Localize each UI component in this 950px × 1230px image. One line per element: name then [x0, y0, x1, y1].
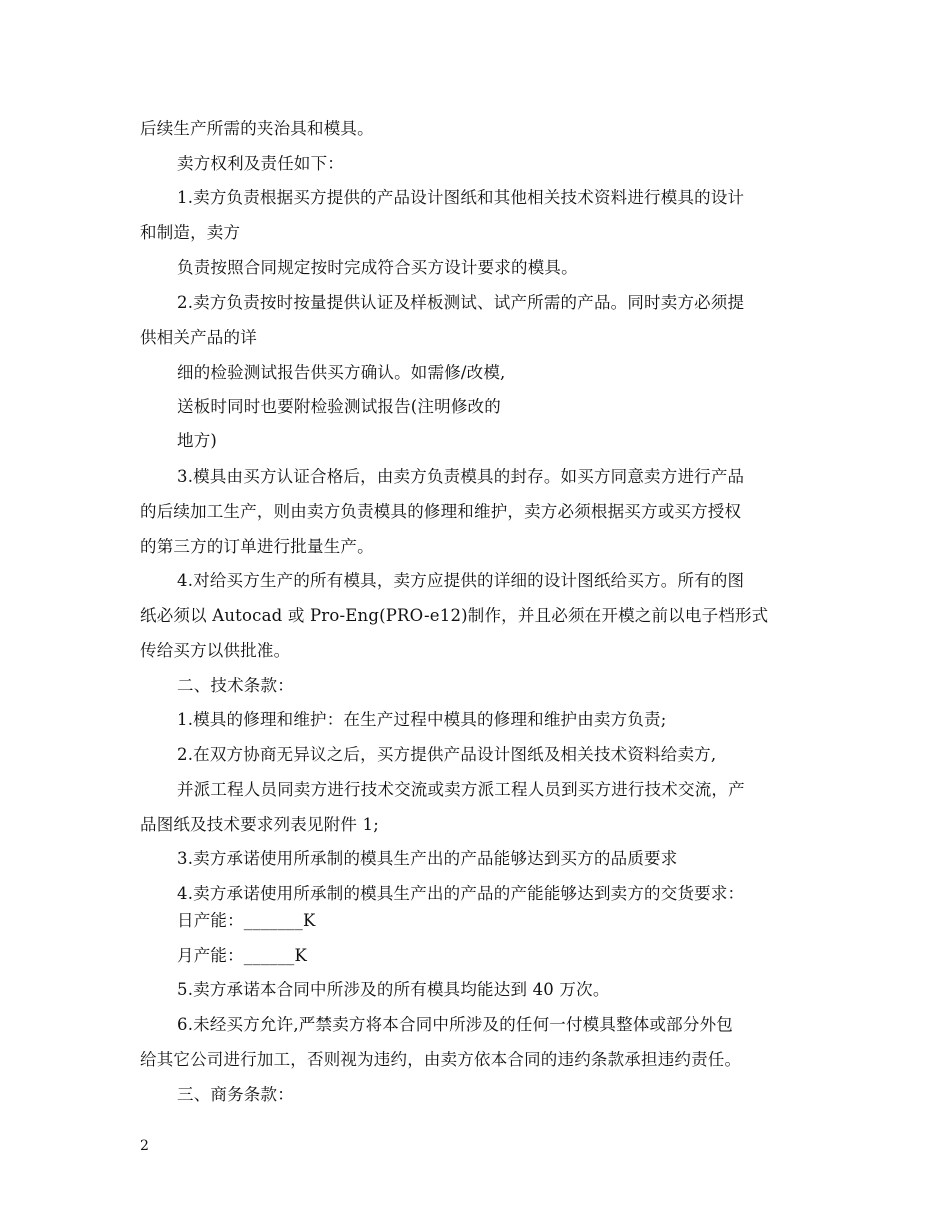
text-line: 给其它公司进行加工，否则视为违约，由卖方依本合同的违约条款承担违约责任。	[140, 1050, 742, 1069]
text-line: 的第三方的订单进行批量生产。	[140, 537, 374, 556]
text-line: 的后续加工生产，则由卖方负责模具的修理和维护，卖方必须根据买方或买方授权	[140, 502, 742, 521]
text-line: 6.未经买方允许,严禁卖方将本合同中所涉及的任何一付模具整体或部分外包	[177, 1015, 733, 1034]
text-line: 纸必须以 Autocad 或 Pro-Eng(PRO-e12)制作，并且必须在开模之前以电子档形式	[140, 606, 769, 625]
text-line: 三、商务条款：	[177, 1085, 294, 1104]
text-line: 日产能：_______K	[177, 911, 316, 930]
text-line: 二、技术条款：	[177, 676, 294, 695]
text-line: 3.模具由买方认证合格后，由卖方负责模具的封存。如买方同意卖方进行产品	[177, 467, 745, 486]
text-line: 月产能：______K	[177, 946, 308, 965]
text-line: 和制造，卖方	[140, 223, 241, 242]
text-line: 后续生产所需的夹治具和模具。	[140, 119, 374, 138]
text-line: 1.卖方负责根据买方提供的产品设计图纸和其他相关技术资料进行模具的设计	[177, 188, 745, 207]
text-line: 传给买方以供批准。	[140, 641, 291, 660]
text-line: 2.卖方负责按时按量提供认证及样板测试、试产所需的产品。同时卖方必须提	[177, 293, 745, 312]
text-line: 3.卖方承诺使用所承制的模具生产出的产品能够达到买方的品质要求	[177, 849, 678, 868]
text-line: 5.卖方承诺本合同中所涉及的所有模具均能达到 40 万次。	[177, 980, 610, 999]
text-line: 4.卖方承诺使用所承制的模具生产出的产品的产能能够达到卖方的交货要求：	[177, 884, 745, 903]
text-line: 供相关产品的详	[140, 328, 257, 347]
text-line: 细的检验测试报告供买方确认。如需修/改模,	[177, 363, 506, 382]
text-line: 地方)	[177, 431, 218, 450]
page-number: 2	[140, 1138, 149, 1154]
text-line: 卖方权利及责任如下：	[177, 154, 344, 173]
text-line: 负责按照合同规定按时完成符合买方设计要求的模具。	[177, 258, 578, 277]
text-line: 并派工程人员同卖方进行技术交流或卖方派工程人员到买方进行技术交流，产	[177, 780, 745, 799]
text-line: 1.模具的修理和维护：在生产过程中模具的修理和维护由卖方负责;	[177, 710, 667, 729]
text-line: 送板时同时也要附检验测试报告(注明修改的	[177, 397, 501, 416]
text-line: 2.在双方协商无异议之后，买方提供产品设计图纸及相关技术资料给卖方,	[177, 745, 717, 764]
text-line: 4.对给买方生产的所有模具，卖方应提供的详细的设计图纸给买方。所有的图	[177, 571, 745, 590]
text-line: 品图纸及技术要求列表见附件 1;	[140, 815, 380, 834]
